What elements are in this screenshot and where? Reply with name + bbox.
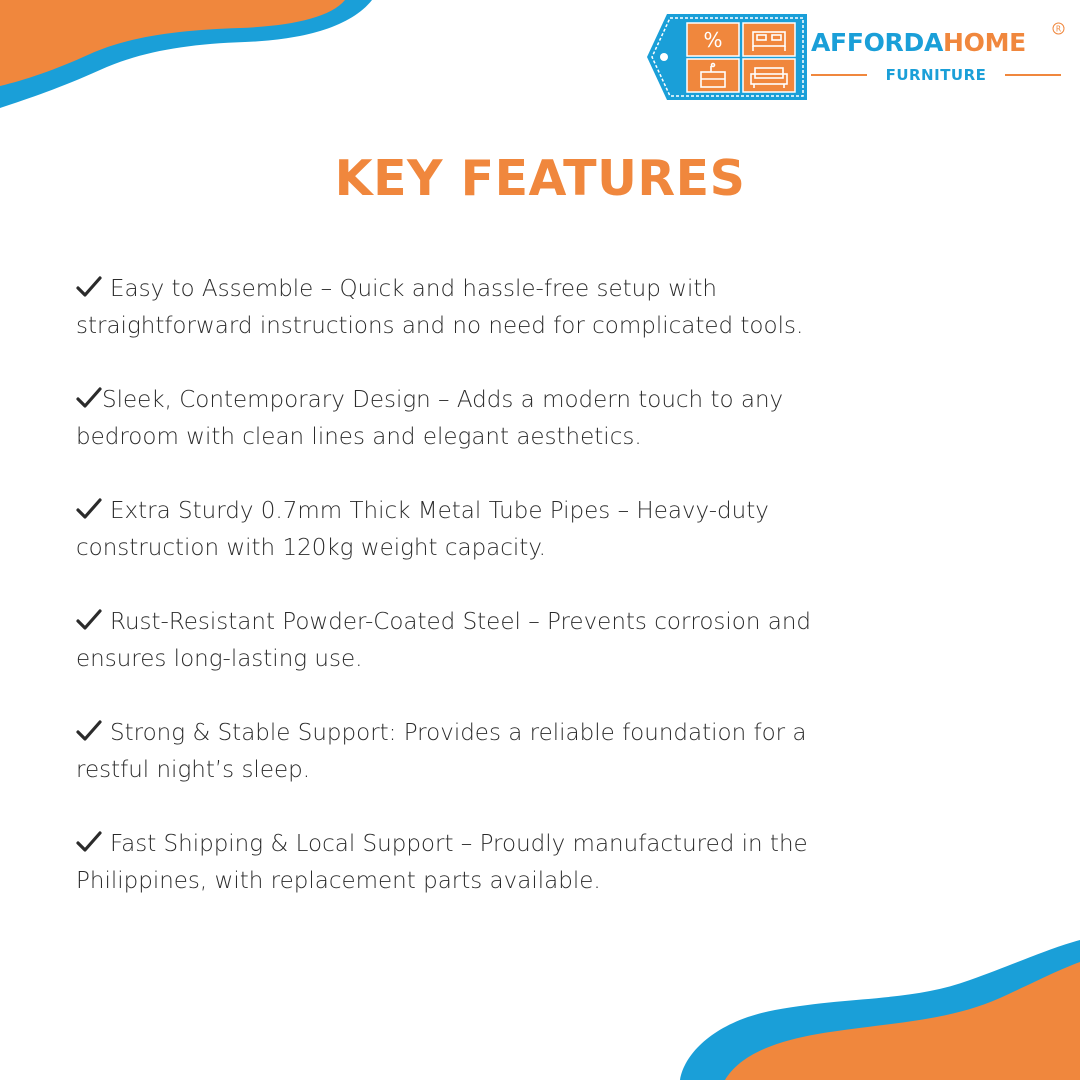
feature-text-line1: Sleek, Contemporary Design – Adds a modern touch to any bbox=[102, 387, 784, 413]
features-list bbox=[76, 271, 1006, 937]
percent-icon: % bbox=[703, 28, 723, 52]
checkmark-icon bbox=[76, 387, 102, 409]
svg-text:R: R bbox=[1055, 24, 1062, 34]
page-title: KEY FEATURES bbox=[334, 150, 746, 207]
checkmark-icon bbox=[76, 720, 102, 742]
feature-item bbox=[76, 715, 1006, 789]
price-tag-logo-icon bbox=[645, 12, 810, 102]
feature-text-line1: Strong & Stable Support: Provides a reliable foundation for a bbox=[110, 720, 807, 746]
subtitle-divider-right bbox=[1005, 74, 1061, 76]
feature-text-line2: Philippines, with replacement parts available. bbox=[76, 868, 601, 894]
bottom-right-wave-decoration bbox=[680, 940, 1080, 1080]
brand-name-part2: HOME bbox=[943, 28, 1026, 57]
checkmark-icon bbox=[76, 831, 102, 853]
feature-item bbox=[76, 604, 1006, 678]
feature-text-line2: construction with 120kg weight capacity. bbox=[76, 535, 546, 561]
feature-text-line1: Extra Sturdy 0.7mm Thick Metal Tube Pipes – Heavy-duty bbox=[110, 498, 769, 524]
feature-item bbox=[76, 382, 1006, 456]
feature-text-line1: Fast Shipping & Local Support – Proudly manufactured in the bbox=[110, 831, 808, 857]
brand-subtitle-text: FURNITURE bbox=[885, 66, 987, 84]
feature-item bbox=[76, 826, 1006, 900]
registered-mark-icon bbox=[1052, 22, 1065, 35]
feature-text-line2: bedroom with clean lines and elegant aesthetics. bbox=[76, 424, 642, 450]
brand-subtitle bbox=[811, 65, 1061, 85]
feature-text-line1: Easy to Assemble – Quick and hassle-free setup with bbox=[110, 276, 717, 302]
brand-name-part1: AFFORDA bbox=[811, 28, 944, 57]
feature-text-line2: restful night’s sleep. bbox=[76, 757, 311, 783]
top-left-wave-decoration bbox=[0, 0, 380, 110]
feature-item bbox=[76, 271, 1006, 345]
brand-logo bbox=[645, 12, 1065, 102]
feature-text-line1: Rust-Resistant Powder-Coated Steel – Prevents corrosion and bbox=[110, 609, 812, 635]
checkmark-icon bbox=[76, 276, 102, 298]
feature-text-line2: straightforward instructions and no need for complicated tools. bbox=[76, 313, 804, 339]
feature-text-line2: ensures long-lasting use. bbox=[76, 646, 363, 672]
checkmark-icon bbox=[76, 609, 102, 631]
checkmark-icon bbox=[76, 498, 102, 520]
feature-item bbox=[76, 493, 1006, 567]
brand-wordmark bbox=[811, 30, 1026, 55]
